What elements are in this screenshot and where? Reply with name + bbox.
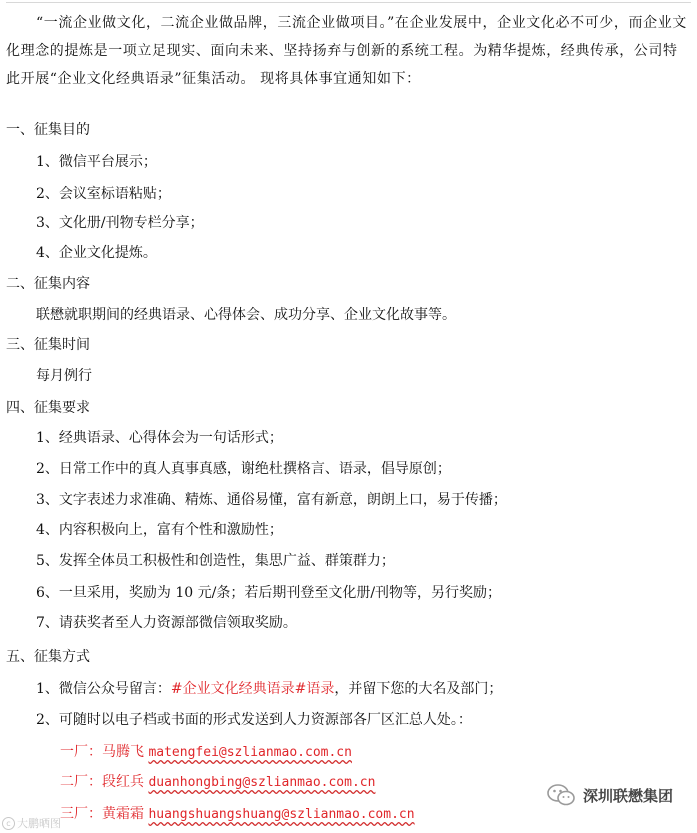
section-1-item: 2、会议室标语粘贴； (36, 186, 171, 202)
section-4-item: 7、请获奖者至人力资源部微信领取奖励。 (36, 615, 297, 631)
section-5-item-2: 2、可随时以电子档或书面的形式发送到人力资源部各厂区汇总人处。： (36, 712, 472, 728)
section-4-item: 1、经典语录、心得体会为一句话形式； (36, 430, 283, 446)
corner-watermark (2, 815, 61, 831)
contact-label: 一厂：马腾飞 (60, 744, 144, 760)
section-4-title: 四、征集要求 (6, 400, 90, 416)
contact-label: 三厂：黄霜霜 (60, 806, 144, 822)
contact-email[interactable]: matengfei@szlianmao.com.cn (148, 745, 352, 760)
section-2-title: 二、征集内容 (6, 276, 90, 292)
section-5-title: 五、征集方式 (6, 649, 90, 665)
watermark-circle-icon: c (2, 817, 15, 830)
section-5-item-1-prefix: 1、微信公众号留言： (36, 681, 171, 697)
contact-email[interactable]: duanhongbing@szlianmao.com.cn (148, 775, 376, 790)
section-3-text: 每月例行 (36, 368, 92, 384)
contact-line (60, 804, 415, 825)
section-4-item: 5、发挥全体员工积极性和创造性，集思广益、群策群力； (36, 553, 395, 569)
contact-line (60, 772, 375, 793)
section-5-item-1 (36, 679, 502, 699)
section-1-item: 4、企业文化提炼。 (36, 245, 157, 261)
section-5-item-1-suffix: ，并留下您的大名及部门； (334, 681, 503, 697)
wechat-icon (547, 784, 575, 806)
brand-name: 深圳联懋集团 (582, 786, 673, 805)
section-4-item: 3、文字表述力求准确、精炼、通俗易懂，富有新意，朗朗上口，易于传播； (36, 492, 507, 508)
section-2-text: 联懋就职期间的经典语录、心得体会、成功分享、企业文化故事等。 (36, 307, 456, 323)
section-1-item: 1、微信平台展示； (36, 154, 157, 170)
brand-watermark (547, 784, 673, 806)
contact-email[interactable]: huangshuangshuang@szlianmao.com.cn (148, 807, 415, 822)
section-4-item: 4、内容积极向上，富有个性和激励性； (36, 522, 283, 538)
hashtag-text: #企业文化经典语录#语录 (170, 681, 335, 697)
contact-line (60, 742, 352, 763)
top-divider (6, 2, 691, 3)
section-1-title: 一、征集目的 (6, 122, 90, 138)
contact-label: 二厂：段红兵 (60, 774, 144, 790)
section-4-item: 2、日常工作中的真人真事真感，谢绝杜撰格言、语录，倡导原创； (36, 461, 451, 477)
intro-paragraph (6, 9, 690, 93)
watermark-text: 大鹏晒图 (17, 817, 61, 830)
section-4-item: 6、一旦采用，奖励为 10 元/条；若后期刊登至文化册/刊物等，另行奖励； (36, 585, 502, 601)
section-3-title: 三、征集时间 (6, 337, 90, 353)
section-1-item: 3、文化册/刊物专栏分享； (36, 215, 204, 231)
intro-text: “一流企业做文化，二流企业做品牌，三流企业做项目。”在企业发展中，企业文化必不可少，而企业文化理念的提炼是一项立足现实、面向未来、坚持扬弃与创新的系统工程。为精华提炼，经典传承，公司特此开展“企业文化经典语录”征集活动。 现将具体事宜通知如下： (6, 15, 687, 87)
